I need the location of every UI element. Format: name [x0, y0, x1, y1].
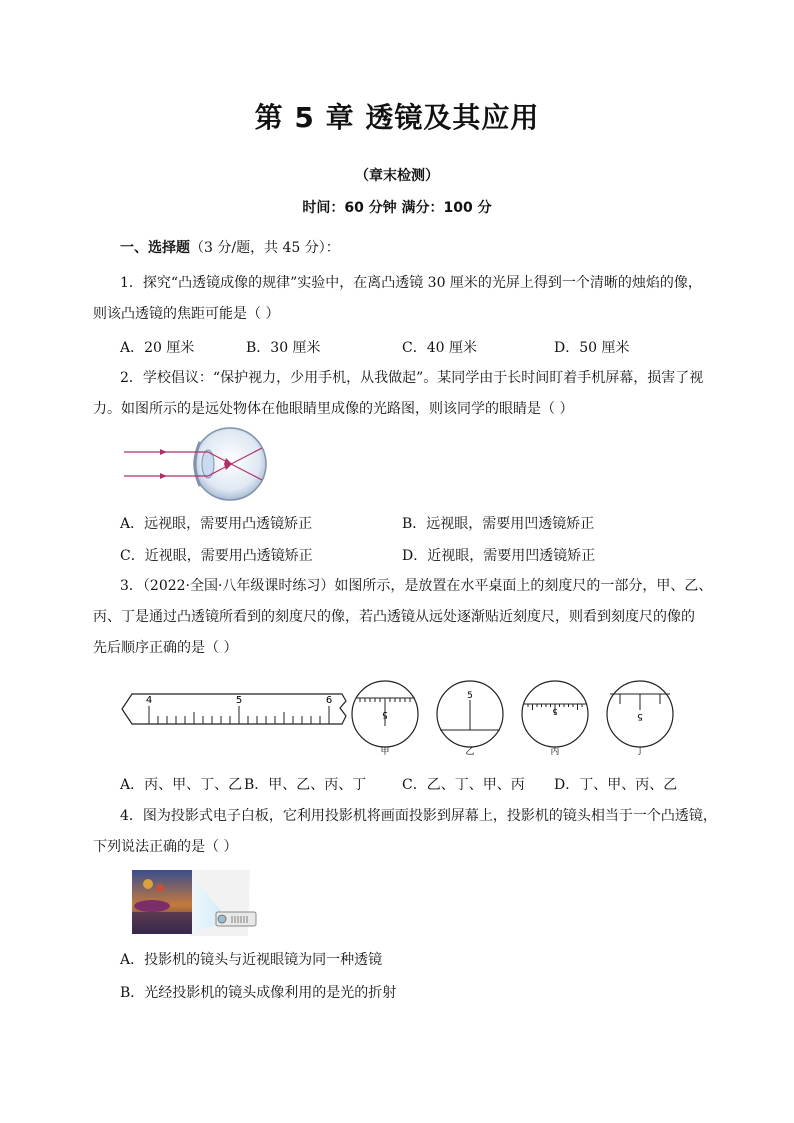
flower-field	[134, 900, 170, 912]
q3-line1: 3．（2022·全国·八年级课时练习）如图所示，是放置在水平桌面上的刻度尺的一部分，甲、乙、	[120, 578, 713, 594]
arrow-icon	[160, 473, 167, 479]
q1-option-c[interactable]: C．40 厘米	[402, 340, 477, 356]
q2-option-d[interactable]: D．近视眼，需要用凹透镜矫正	[402, 548, 596, 564]
section-rest: （3 分/题，共 45 分）：	[190, 240, 340, 256]
q1-option-d[interactable]: D．50 厘米	[554, 340, 630, 356]
q1-option-a[interactable]: A．20 厘米	[120, 340, 195, 356]
circle-bing-digit: 5	[552, 707, 558, 716]
page-title: 第 5 章 透镜及其应用	[254, 101, 540, 134]
q4-line2: 下列说法正确的是（ ）	[93, 839, 238, 855]
circle-jia-label: 甲	[380, 747, 390, 757]
q3-option-c[interactable]: C．乙、丁、甲、丙	[402, 777, 525, 793]
section-label: 一、选择题	[120, 240, 190, 256]
projector-lens-icon	[218, 915, 226, 923]
exam-meta: 时间：60 分钟 满分：100 分	[302, 200, 492, 216]
q1-line2: 则该凸透镜的焦距可能是（ ）	[93, 306, 280, 322]
circle-yi	[437, 681, 503, 757]
circle-yi-label: 乙	[465, 747, 475, 757]
q2-option-c[interactable]: C．近视眼，需要用凸透镜矫正	[120, 548, 313, 564]
q3-line3: 先后顺序正确的是（ ）	[93, 640, 238, 656]
q3-line2: 丙、丁是通过凸透镜所看到的刻度尺的像，若凸透镜从远处逐渐贴近刻度尺，则看到刻度尺的像的	[93, 609, 695, 625]
ruler-figure	[118, 674, 678, 764]
q3-option-a[interactable]: A．丙、甲、丁、乙	[120, 777, 243, 793]
ruler-label-5: 5	[235, 695, 243, 706]
circle-jia	[352, 681, 418, 757]
ruler-label-6: 6	[325, 695, 333, 706]
q1-option-b[interactable]: B．30 厘米	[246, 340, 321, 356]
q3-option-b[interactable]: B．甲、乙、丙、丁	[244, 777, 367, 793]
q4-option-b[interactable]: B．光经投影机的镜头成像利用的是光的折射	[120, 985, 397, 1001]
circle-yi-digit: 5	[467, 691, 473, 701]
q1-line1: 1．探究“凸透镜成像的规律”实验中，在离凸透镜 30 厘米的光屏上得到一个清晰的烛焰的像，	[120, 275, 702, 291]
circle-bing	[522, 681, 588, 757]
q2-option-b[interactable]: B．远视眼，需要用凹透镜矫正	[402, 516, 595, 532]
circle-jia-digit: 5	[382, 709, 388, 719]
circle-bing-label: 丙	[550, 747, 560, 757]
ruler-label-4: 4	[145, 695, 153, 706]
circle-ding-digit: 5	[637, 711, 643, 721]
section-heading	[120, 238, 700, 258]
balloon-icon	[143, 879, 153, 889]
ruler-body	[122, 694, 346, 724]
q4-line1: 4．图为投影式电子白板，它利用投影机将画面投影到屏幕上，投影机的镜头相当于一个凸透镜，	[120, 808, 717, 824]
q4-option-a[interactable]: A．投影机的镜头与近视眼镜为同一种透镜	[120, 952, 383, 968]
q2-line2: 力。如图所示的是远处物体在他眼睛里成像的光路图，则该同学的眼睛是（ ）	[93, 401, 574, 417]
q2-option-a[interactable]: A．远视眼，需要用凸透镜矫正	[120, 516, 313, 532]
balloon-icon	[156, 884, 164, 892]
q3-option-d[interactable]: D．丁、甲、丙、乙	[554, 777, 678, 793]
projector-image	[130, 866, 270, 938]
circle-ding	[607, 681, 673, 757]
arrow-icon	[160, 449, 167, 455]
circle-ding-label: 丁	[635, 747, 645, 757]
page-subtitle: （章末检测）	[355, 168, 439, 184]
q2-line1: 2．学校倡议：“保护视力，少用手机，从我做起”。某同学由于长时间盯着手机屏幕，损害了视	[120, 370, 704, 386]
eye-diagram	[120, 424, 270, 502]
